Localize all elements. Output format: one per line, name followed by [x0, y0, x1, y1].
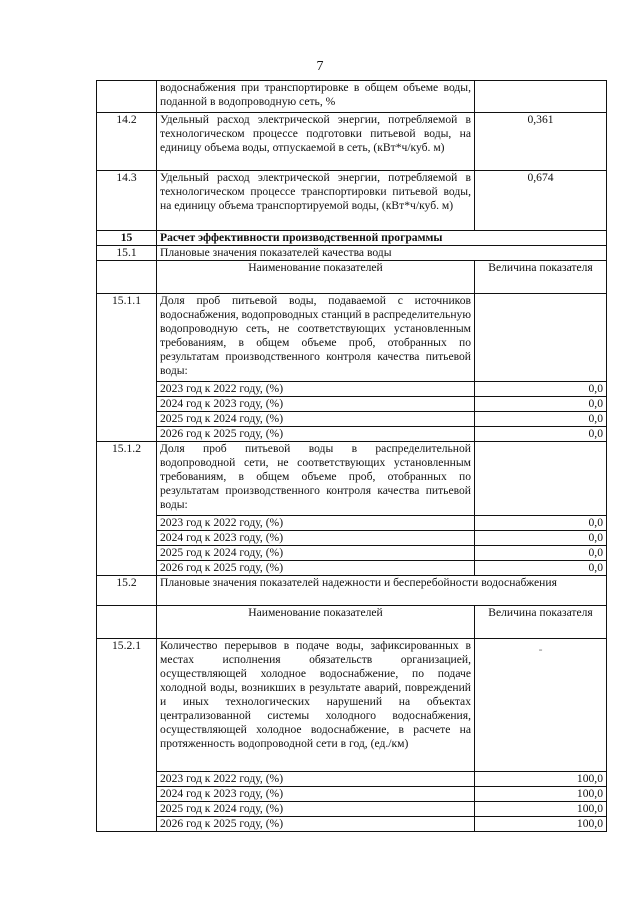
table-row	[97, 81, 607, 113]
header-row	[97, 261, 607, 294]
header-value: Величина показателя	[475, 606, 607, 639]
year-row	[97, 817, 607, 832]
year-label: 2025 год к 2024 году, (%)	[157, 802, 475, 817]
subsection-row	[97, 576, 607, 606]
page-number: 7	[316, 59, 324, 74]
subsection-title: Плановые значения показателей надежности и бесперебойности водоснабжения	[157, 576, 607, 606]
row-number: 15.1.2	[97, 442, 157, 576]
row-text: Доля проб питьевой воды в распределительной водопроводной сети, не соответствующих установленным требованиям, в общем объеме проб, отобранных по результатам производственного контроля качества питьевой воды:	[157, 442, 475, 516]
header-row	[97, 606, 607, 639]
table-row	[97, 171, 607, 231]
row-value	[475, 81, 607, 113]
year-label: 2024 год к 2023 году, (%)	[157, 397, 475, 412]
row-text: Удельный расход электрической энергии, потребляемой в технологическом процессе подготовки питьевой воды, на единицу объема воды, отпускаемой в сеть, (кВт*ч/куб. м)	[157, 113, 475, 171]
year-row	[97, 546, 607, 561]
year-label: 2024 год к 2023 году, (%)	[157, 531, 475, 546]
header-name: Наименование показателей	[157, 606, 475, 639]
year-value: 0,0	[475, 546, 607, 561]
year-row	[97, 531, 607, 546]
subsection-title: Плановые значения показателей качества воды	[157, 246, 607, 261]
table-row	[97, 442, 607, 516]
year-value: 0,0	[475, 427, 607, 442]
year-value: 0,0	[475, 531, 607, 546]
year-row	[97, 561, 607, 576]
row-text: водоснабжения при транспортировке в общем объеме воды, поданной в водопроводную сеть, %	[157, 81, 475, 113]
row-number: 15.2.1	[97, 639, 157, 832]
table-row	[97, 639, 607, 772]
row-text: Доля проб питьевой воды, подаваемой с источников водоснабжения, водопроводных станций в распределительную водопроводную сеть, не соответствующих установленным требованиям, в общем объеме проб, отобранных по результатам производственного контроля качества питьевой воды:	[157, 294, 475, 382]
row-value: -	[475, 639, 607, 772]
section-number: 15	[97, 231, 157, 246]
year-row	[97, 787, 607, 802]
year-label: 2024 год к 2023 году, (%)	[157, 787, 475, 802]
year-value: 100,0	[475, 787, 607, 802]
year-value: 0,0	[475, 382, 607, 397]
table-row	[97, 113, 607, 171]
year-value: 0,0	[475, 516, 607, 531]
year-label: 2025 год к 2024 году, (%)	[157, 412, 475, 427]
year-row	[97, 516, 607, 531]
header-value: Величина показателя	[475, 261, 607, 294]
year-label: 2026 год к 2025 году, (%)	[157, 427, 475, 442]
year-value: 0,0	[475, 412, 607, 427]
year-label: 2023 год к 2022 году, (%)	[157, 772, 475, 787]
indicators-table	[96, 80, 607, 832]
section-row	[97, 231, 607, 246]
year-row	[97, 412, 607, 427]
year-label: 2026 год к 2025 году, (%)	[157, 561, 475, 576]
year-value: 100,0	[475, 817, 607, 832]
year-row	[97, 802, 607, 817]
header-name: Наименование показателей	[157, 261, 475, 294]
section-title: Расчет эффективности производственной программы	[157, 231, 607, 246]
year-label: 2023 год к 2022 году, (%)	[157, 382, 475, 397]
row-text: Количество перерывов в подаче воды, зафиксированных в местах исполнения обязательств организацией, осуществляющей холодное водоснабжение, по подаче холодной воды, возникших в результате аварий, повреждений и иных технологических нарушений на объектах централизованной системы холодного водоснабжения, осуществляющей холодное водоснабжение, в расчете на протяженность водопроводной сети в год, (ед./км)	[157, 639, 475, 772]
row-number: 15.1.1	[97, 294, 157, 442]
row-value: 0,361	[475, 113, 607, 171]
row-value: 0,674	[475, 171, 607, 231]
year-value: 100,0	[475, 802, 607, 817]
year-row	[97, 427, 607, 442]
year-value: 0,0	[475, 397, 607, 412]
year-row	[97, 772, 607, 787]
subsection-number: 15.2	[97, 576, 157, 606]
year-value: 100,0	[475, 772, 607, 787]
subsection-number: 15.1	[97, 246, 157, 261]
year-label: 2025 год к 2024 году, (%)	[157, 546, 475, 561]
year-label: 2026 год к 2025 году, (%)	[157, 817, 475, 832]
row-number	[97, 81, 157, 113]
row-number: 14.2	[97, 113, 157, 171]
row-number: 14.3	[97, 171, 157, 231]
year-value: 0,0	[475, 561, 607, 576]
table-row	[97, 294, 607, 382]
row-text: Удельный расход электрической энергии, потребляемой в технологическом процессе транспортировки питьевой воды, на единицу объема транспортируемой воды, (кВт*ч/куб. м)	[157, 171, 475, 231]
year-row	[97, 397, 607, 412]
year-row	[97, 382, 607, 397]
subsection-row	[97, 246, 607, 261]
year-label: 2023 год к 2022 году, (%)	[157, 516, 475, 531]
